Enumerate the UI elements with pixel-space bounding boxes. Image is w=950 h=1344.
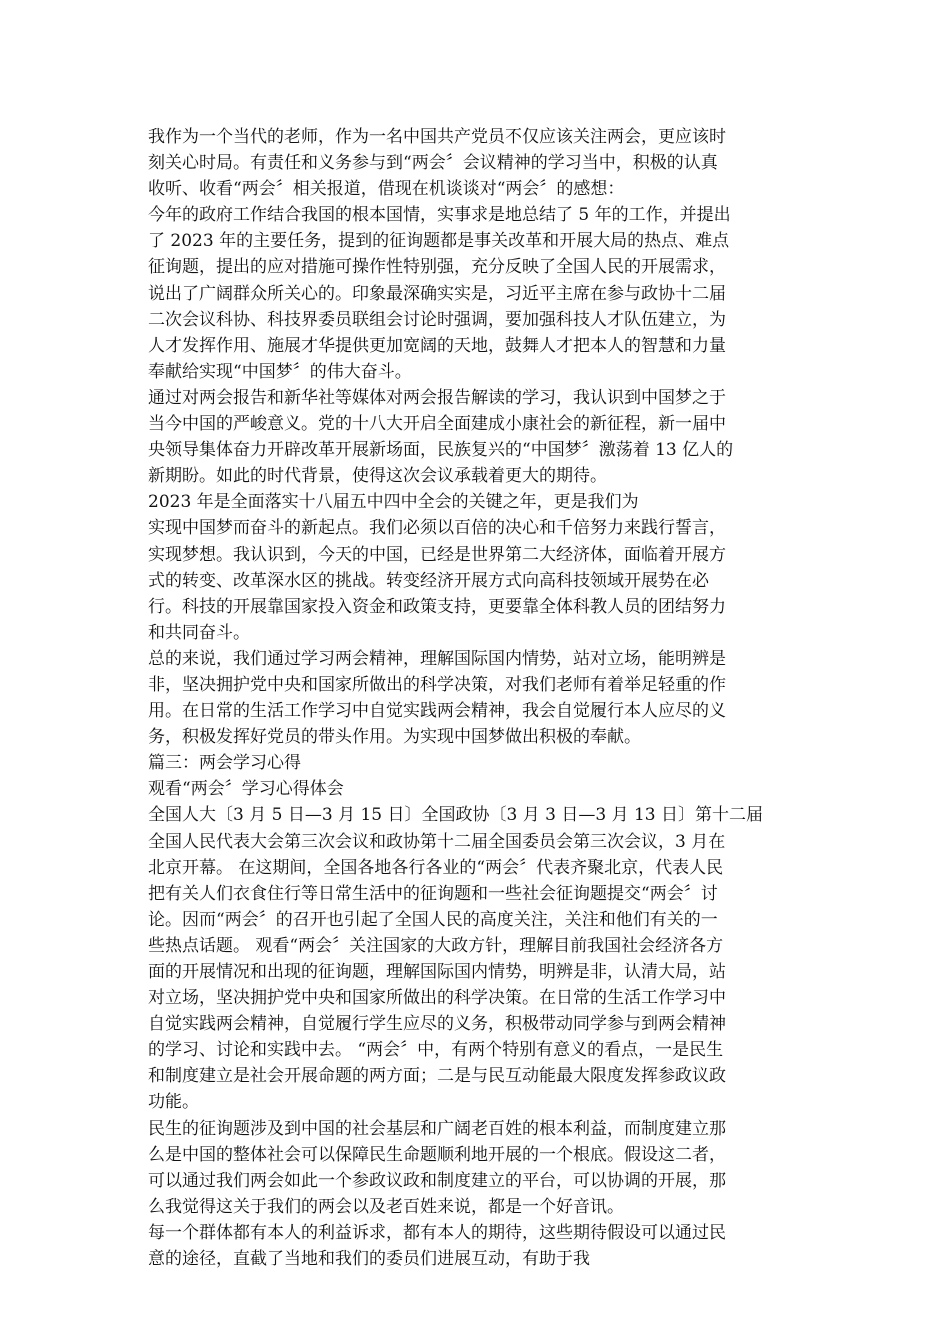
text-line: 实现中国梦而奋斗的新起点。我们必须以百倍的决心和千倍努力来践行誓言， [148, 518, 726, 539]
paragraph [148, 385, 804, 489]
text-line: 总的来说，我们通过学习两会精神，理解国际国内情势，站对立场，能明辨是 [148, 648, 726, 669]
text-line: 我作为一个当代的老师，作为一名中国共产党员不仅应该关注两会，更应该时 [148, 127, 726, 147]
text-line: 的学习、讨论和实践中去。 “两会〞中，有两个特别有意义的看点，一是民生 [148, 1040, 724, 1061]
text-line: 功能。 [148, 1092, 199, 1113]
text-line: 人才发挥作用、施展才华提供更加宽阔的天地，鼓舞人才把本人的智慧和力量 [148, 335, 726, 356]
paragraph [148, 802, 804, 1115]
text-line: 可以通过我们两会如此一个参政议政和制度建立的平台，可以协调的开展，那 [148, 1170, 726, 1191]
paragraph [148, 646, 804, 750]
text-line: 刻关心时局。有责任和义务参与到“两会〞会议精神的学习当中，积极的认真 [148, 153, 718, 174]
text-line: 务，积极发挥好党员的带头作用。为实现中国梦做出积极的奉献。 [148, 727, 641, 748]
text-line: 央领导集体奋力开辟改革开展新场面，民族复兴的“中国梦〞激荡着 13 亿人的 [148, 440, 734, 461]
text-line: 行。科技的开展靠国家投入资金和政策支持，更要靠全体科教人员的团结努力 [148, 596, 726, 617]
text-line: 意的途径，直截了当地和我们的委员们进展互动，有助于我 [148, 1249, 590, 1270]
paragraph [148, 776, 804, 802]
text-line: 全国人大〔3 月 5 日—3 月 15 日〕全国政协〔3 月 3 日—3 月 13 日〕第十二届 [148, 805, 764, 826]
paragraph [148, 202, 804, 385]
text-line: 奉献给实现“中国梦〞的伟大奋斗。 [148, 361, 412, 382]
text-line: 么我觉得这关于我们的两会以及老百姓来说，都是一个好音讯。 [148, 1196, 624, 1217]
text-line: 式的转变、改革深水区的挑战。转变经济开展方式向高科技领域开展势在必 [148, 570, 709, 591]
text-line: 民生的征询题涉及到中国的社会基层和广阔老百姓的根本利益，而制度建立那 [148, 1118, 726, 1139]
text-line: 全国人民代表大会第三次会议和政协第十二届全国委员会第三次会议，3 月在 [148, 831, 726, 852]
text-line: 征询题，提出的应对措施可操作性特别强，充分反映了全国人民的开展需求， [148, 257, 726, 278]
text-line: 用。在日常的生活工作学习中自觉实践两会精神，我会自觉履行本人应尽的义 [148, 701, 726, 722]
text-line: 观看“两会〞学习心得体会 [148, 779, 344, 800]
text-line: 对立场，坚决拥护党中央和国家所做出的科学决策。在日常的生活工作学习中 [148, 988, 726, 1009]
text-line: 么是中国的整体社会可以保障民生命题顺利地开展的一个根底。假设这二者， [148, 1144, 726, 1165]
text-line: 二次会议科协、科技界委员联组会讨论时强调，要加强科技人才队伍建立，为 [148, 309, 726, 330]
text-line: 和制度建立是社会开展命题的两方面；二是与民互动能最大限度发挥参政议政 [148, 1066, 726, 1087]
text-line: 2023 年是全面落实十八届五中四中全会的关键之年，更是我们为 [148, 492, 639, 513]
paragraph [148, 489, 804, 646]
text-line: 实现梦想。我认识到，今天的中国，已经是世界第二大经济体，面临着开展方 [148, 544, 726, 565]
text-line: 面的开展情况和出现的征询题，理解国际国内情势，明辨是非，认清大局，站 [148, 962, 726, 982]
text-line: 和共同奋斗。 [148, 622, 250, 643]
text-line: 篇三：两会学习心得 [148, 753, 301, 774]
paragraph [148, 750, 804, 776]
text-line: 了 2023 年的主要任务，提到的征询题都是事关改革和开展大局的热点、难点 [148, 231, 730, 252]
text-line: 把有关人们衣食住行等日常生活中的征询题和一些社会征询题提交“两会〞讨 [148, 883, 718, 904]
text-line: 自觉实践两会精神，自觉履行学生应尽的义务，积极带动同学参与到两会精神 [148, 1014, 726, 1035]
paragraph [148, 124, 804, 202]
text-line: 当今中国的严峻意义。党的十八大开启全面建成小康社会的新征程，新一届中 [148, 414, 726, 435]
text-line: 每一个群体都有本人的利益诉求，都有本人的期待，这些期待假设可以通过民 [148, 1222, 726, 1243]
text-line: 非，坚决拥护党中央和国家所做出的科学决策，对我们老师有着举足轻重的作 [148, 674, 726, 695]
paragraph [148, 1116, 804, 1220]
text-line: 收听、收看“两会〞相关报道，借现在机谈谈对“两会〞的感想： [148, 179, 625, 200]
text-line: 今年的政府工作结合我国的根本国情，实事求是地总结了 5 年的工作，并提出 [148, 205, 731, 226]
document-page [148, 124, 804, 1272]
text-line: 北京开幕。 在这期间，全国各地各行各业的“两会〞代表齐聚北京，代表人民 [148, 857, 724, 878]
text-line: 新期盼。如此的时代背景，使得这次会议承载着更大的期待。 [148, 466, 607, 487]
text-line: 论。因而“两会〞的召开也引起了全国人民的高度关注，关注和他们有关的一 [148, 909, 718, 930]
text-line: 些热点话题。 观看“两会〞关注国家的大政方针，理解目前我国社会经济各方 [148, 935, 724, 956]
text-line: 通过对两会报告和新华社等媒体对两会报告解读的学习，我认识到中国梦之于 [148, 387, 726, 408]
paragraph [148, 1220, 804, 1272]
text-line: 说出了广阔群众所关心的。印象最深确实实是，习近平主席在参与政协十二届 [148, 283, 726, 304]
